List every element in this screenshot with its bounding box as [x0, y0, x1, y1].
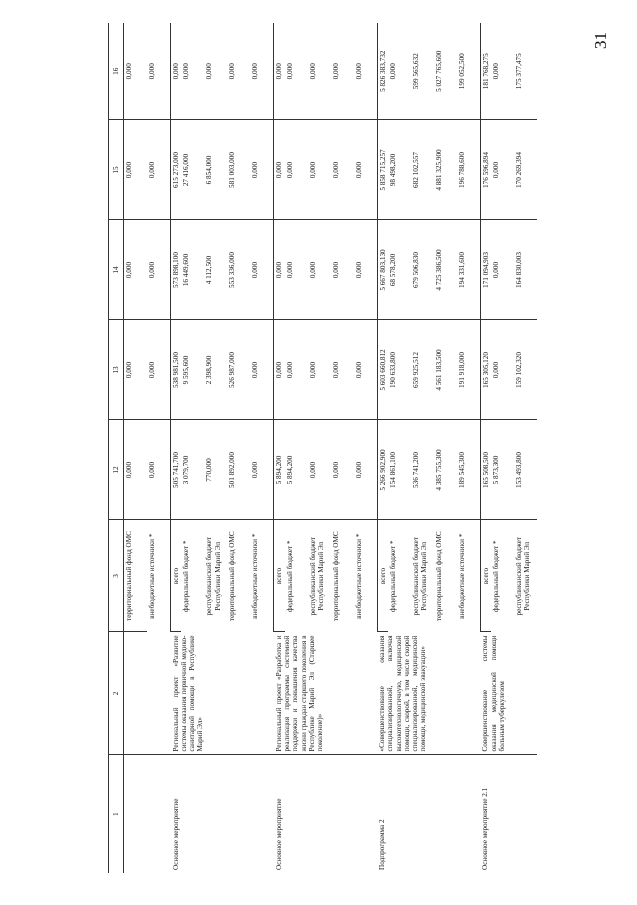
amount-cell: 770,000 — [204, 420, 227, 520]
amount-cell: 5 266 902,900 — [377, 420, 388, 520]
funding-source-cell: всего — [377, 520, 388, 632]
amount-cell: 0,000 — [354, 420, 378, 520]
amount-cell: 0,000 — [285, 220, 308, 320]
measure-name-cell: Совершенствование системы оказания медицинской помощи больным туберкулезом — [480, 632, 537, 755]
amount-cell: 191 918,000 — [457, 320, 481, 420]
amount-cell: 153 493,800 — [514, 420, 537, 520]
amount-cell: 27 416,000 — [181, 120, 204, 220]
amount-cell: 175 377,475 — [514, 23, 537, 120]
amount-cell: 5 894,200 — [274, 420, 285, 520]
amount-cell: 0,000 — [285, 120, 308, 220]
amount-cell: 0,000 — [250, 420, 274, 520]
amount-cell: 190 633,800 — [388, 320, 411, 420]
amount-cell: 553 336,000 — [227, 220, 250, 320]
rotated-page — [108, 23, 583, 873]
page-number: 31 — [591, 32, 610, 50]
funding-source-cell: федеральный бюджет * — [388, 540, 397, 613]
amount-cell: 4 561 183,500 — [434, 320, 457, 420]
amount-cell: 0,000 — [285, 320, 308, 420]
amount-cell: 165 305,120 — [480, 320, 491, 420]
amount-cell: 0,000 — [147, 420, 171, 520]
amount-cell: 0,000 — [308, 220, 331, 320]
amount-cell: 0,000 — [124, 420, 148, 520]
column-header: 14 — [109, 220, 124, 320]
amount-cell: 5 826 383,732 — [377, 23, 388, 120]
amount-cell: 536 741,200 — [411, 420, 434, 520]
measure-name-cell: Региональный проект «Разработка и реализация программы системной поддержки и повышения качества жизни граждан старшего поколения в Республике Марий Эл (Старшее поколение)» — [274, 632, 377, 755]
column-header: 15 — [109, 120, 124, 220]
amount-cell: 0,000 — [285, 23, 308, 120]
amount-cell: 171 094,903 — [480, 220, 491, 320]
amount-cell: 176 596,894 — [480, 120, 491, 220]
table-row — [274, 23, 285, 873]
funding-source-cell: всего — [274, 520, 285, 632]
amount-cell: 196 788,600 — [457, 120, 481, 220]
amount-cell: 189 545,300 — [457, 420, 481, 520]
amount-cell: 0,000 — [274, 120, 285, 220]
table-body — [124, 23, 538, 873]
amount-cell: 0,000 — [204, 23, 227, 120]
amount-cell: 0,000 — [354, 120, 378, 220]
amount-cell: 2 398,900 — [204, 320, 227, 420]
column-header: 1 — [109, 755, 124, 873]
amount-cell: 0,000 — [250, 220, 274, 320]
table-row — [124, 23, 148, 873]
funding-source-cell: территориальный фонд ОМС — [434, 531, 443, 622]
funding-source-cell: республиканский бюджет Республики Марий Эл — [411, 536, 429, 616]
amount-cell: 0,000 — [274, 23, 285, 120]
amount-cell: 5 858 715,257 — [377, 120, 388, 220]
amount-cell: 0,000 — [331, 220, 354, 320]
column-header: 12 — [109, 420, 124, 520]
funding-source-cell: федеральный бюджет * — [492, 540, 501, 613]
amount-cell: 0,000 — [147, 220, 171, 320]
amount-cell: 682 102,557 — [411, 120, 434, 220]
amount-cell: 599 565,632 — [411, 23, 434, 120]
amount-cell: 0,000 — [274, 220, 285, 320]
funding-source-cell: республиканский бюджет Республики Марий Эл — [205, 536, 222, 616]
amount-cell: 0,000 — [308, 120, 331, 220]
amount-cell: 0,000 — [171, 23, 182, 120]
funding-source-cell: внебюджетные источники * — [354, 520, 378, 632]
amount-cell: 581 003,000 — [227, 120, 250, 220]
measure-kind-cell — [124, 755, 171, 873]
amount-cell: 0,000 — [308, 420, 331, 520]
funding-source-cell: республиканский бюджет Республики Марий Эл — [308, 536, 325, 616]
amount-cell: 68 578,200 — [388, 220, 411, 320]
amount-cell: 0,000 — [354, 23, 378, 120]
amount-cell: 4 881 325,900 — [434, 120, 457, 220]
table-row — [480, 23, 491, 873]
amount-cell: 505 741,700 — [171, 420, 182, 520]
funding-source-cell: всего — [480, 520, 491, 632]
amount-cell: 6 854,000 — [204, 120, 227, 220]
amount-cell: 0,000 — [124, 120, 148, 220]
amount-cell: 0,000 — [331, 120, 354, 220]
amount-cell: 501 892,000 — [227, 420, 250, 520]
funding-source-cell: внебюджетные источники * — [250, 520, 274, 632]
amount-cell: 0,000 — [354, 320, 378, 420]
measure-kind-cell: Основное мероприятие — [274, 798, 283, 870]
amount-cell: 170 269,394 — [514, 120, 537, 220]
amount-cell: 0,000 — [250, 120, 274, 220]
amount-cell: 679 506,830 — [411, 220, 434, 320]
measure-name-cell: Региональный проект «Развитие системы оказания первичной медико-санитарной помощи в Республике Марий Эл» — [171, 632, 274, 755]
amount-cell: 0,000 — [181, 23, 204, 120]
amount-cell: 5 027 765,600 — [434, 23, 457, 120]
amount-cell: 0,000 — [250, 23, 274, 120]
measure-kind-cell: Основное мероприятие 2.1 — [481, 787, 490, 870]
amount-cell: 0,000 — [491, 220, 514, 320]
amount-cell: 5 667 803,130 — [377, 220, 388, 320]
amount-cell: 0,000 — [124, 23, 148, 120]
amount-cell: 199 052,500 — [457, 23, 481, 120]
funding-source-cell: федеральный бюджет * — [182, 540, 191, 613]
funding-source-cell: территориальный фонд ОМС — [331, 531, 340, 622]
amount-cell: 16 449,600 — [181, 220, 204, 320]
amount-cell: 0,000 — [491, 320, 514, 420]
measure-kind-cell: Подпрограмма 2 — [378, 819, 387, 870]
amount-cell: 0,000 — [354, 220, 378, 320]
amount-cell: 194 331,600 — [457, 220, 481, 320]
amount-cell: 615 273,000 — [171, 120, 182, 220]
funding-source-cell: всего — [171, 520, 182, 632]
column-header: 16 — [109, 23, 124, 120]
amount-cell: 5 603 660,812 — [377, 320, 388, 420]
amount-cell: 164 830,003 — [514, 220, 537, 320]
amount-cell: 154 861,100 — [388, 420, 411, 520]
funding-source-cell: внебюджетные источники * — [457, 520, 481, 632]
amount-cell: 0,000 — [250, 320, 274, 420]
funding-source-cell: территориальный фонд ОМС — [228, 531, 237, 622]
amount-cell: 526 987,000 — [227, 320, 250, 420]
amount-cell: 0,000 — [308, 320, 331, 420]
amount-cell: 3 079,700 — [181, 420, 204, 520]
budget-table — [108, 23, 537, 873]
funding-source-cell: федеральный бюджет * — [285, 540, 294, 613]
amount-cell: 0,000 — [147, 120, 171, 220]
funding-source-cell: внебюджетные источники * — [147, 520, 171, 632]
amount-cell: 538 981,500 — [171, 320, 182, 420]
column-header: 3 — [109, 520, 124, 632]
amount-cell: 4 112,500 — [204, 220, 227, 320]
amount-cell: 573 898,100 — [171, 220, 182, 320]
amount-cell: 181 768,275 — [480, 23, 491, 120]
amount-cell: 0,000 — [274, 320, 285, 420]
amount-cell: 98 498,200 — [388, 120, 411, 220]
amount-cell: 5 894,200 — [285, 420, 308, 520]
amount-cell: 0,000 — [491, 120, 514, 220]
column-header: 13 — [109, 320, 124, 420]
amount-cell: 0,000 — [491, 23, 514, 120]
table-row — [377, 23, 388, 873]
amount-cell: 0,000 — [124, 320, 148, 420]
amount-cell: 165 508,500 — [480, 420, 491, 520]
measure-name-cell — [124, 632, 171, 755]
amount-cell: 0,000 — [331, 420, 354, 520]
funding-source-cell: республиканский бюджет Республики Марий Эл — [515, 536, 532, 616]
column-header: 2 — [109, 632, 124, 755]
amount-cell: 0,000 — [331, 23, 354, 120]
amount-cell: 0,000 — [124, 220, 148, 320]
table-row — [171, 23, 182, 873]
amount-cell: 5 873,300 — [491, 420, 514, 520]
amount-cell: 0,000 — [227, 23, 250, 120]
funding-source-cell: территориальный фонд ОМС — [124, 520, 148, 632]
measure-kind-cell: Основное мероприятие — [171, 798, 180, 870]
amount-cell: 0,000 — [147, 320, 171, 420]
amount-cell: 0,000 — [388, 23, 411, 120]
measure-name-cell: «Совершенствование оказания специализированной, включая высокотехнологичную, медицинской помощи, скорой, в том числе скорой специализированной, медицинской помощи, медицинской эвакуации» — [377, 632, 480, 755]
amount-cell: 159 102,320 — [514, 320, 537, 420]
amount-cell: 4 385 755,300 — [434, 420, 457, 520]
amount-cell: 0,000 — [308, 23, 331, 120]
amount-cell: 0,000 — [147, 23, 171, 120]
amount-cell: 659 925,512 — [411, 320, 434, 420]
amount-cell: 4 725 386,500 — [434, 220, 457, 320]
amount-cell: 0,000 — [331, 320, 354, 420]
header-row — [109, 23, 124, 873]
amount-cell: 9 595,600 — [181, 320, 204, 420]
